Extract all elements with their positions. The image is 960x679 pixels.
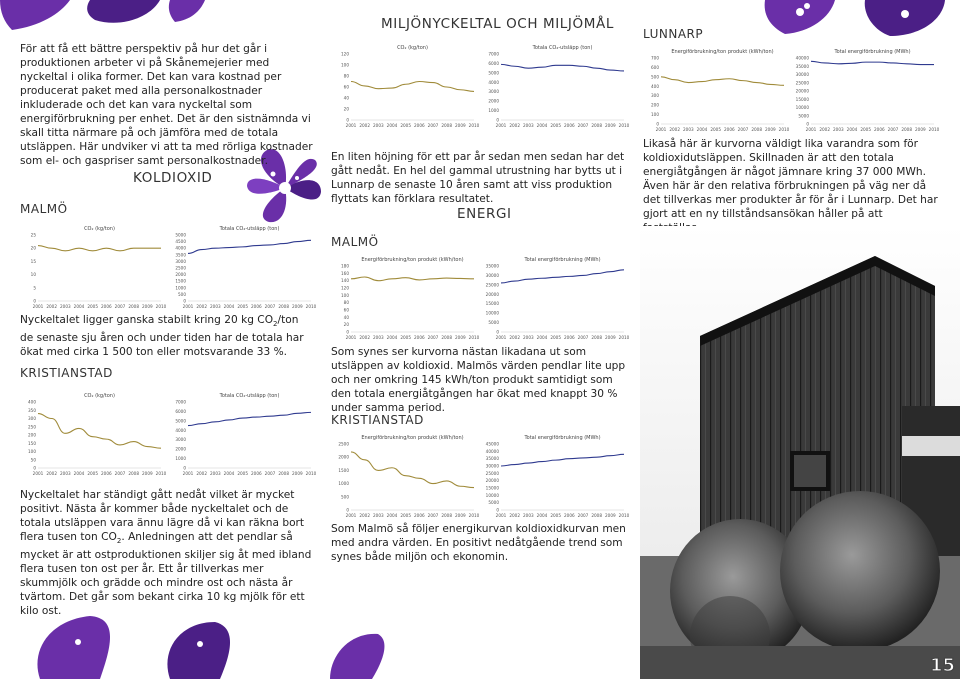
x-tick-label: 2002 bbox=[509, 123, 521, 128]
y-tick-label: 80 bbox=[343, 73, 349, 79]
x-tick-label: 2003 bbox=[522, 335, 534, 340]
y-tick-label: 25000 bbox=[795, 80, 809, 86]
x-tick-label: 2008 bbox=[441, 513, 453, 518]
x-tick-label: 2001 bbox=[655, 127, 667, 132]
y-tick-label: 1000 bbox=[175, 285, 186, 291]
y-tick-label: 0 bbox=[806, 121, 809, 127]
x-tick-label: 2009 bbox=[141, 471, 153, 476]
series-line bbox=[501, 64, 624, 71]
y-tick-label: 20000 bbox=[485, 478, 499, 484]
x-tick-label: 2003 bbox=[372, 123, 384, 128]
x-tick-label: 2002 bbox=[196, 471, 208, 476]
x-tick-label: 2003 bbox=[372, 513, 384, 518]
x-tick-label: 2006 bbox=[250, 304, 262, 309]
y-tick-label: 200 bbox=[28, 432, 36, 438]
x-tick-label: 2010 bbox=[155, 304, 167, 309]
x-tick-label: 2010 bbox=[468, 123, 480, 128]
y-tick-label: 0 bbox=[183, 465, 186, 471]
y-tick-label: 5000 bbox=[175, 418, 186, 424]
chart-kristianstad-energy-total bbox=[483, 434, 628, 522]
x-tick-label: 2008 bbox=[901, 127, 913, 132]
x-tick-label: 2005 bbox=[237, 471, 249, 476]
y-tick-label: 6000 bbox=[488, 60, 499, 66]
x-tick-label: 2008 bbox=[591, 123, 603, 128]
x-tick-label: 2002 bbox=[46, 471, 58, 476]
y-tick-label: 15000 bbox=[795, 96, 809, 102]
chart-title: Energiförbrukning/ton produkt (kWh/ton) bbox=[361, 257, 464, 263]
x-tick-label: 2001 bbox=[345, 335, 357, 340]
flower-decoration-bottom-left bbox=[0, 610, 390, 679]
chart-svg bbox=[483, 256, 628, 344]
x-tick-label: 2009 bbox=[291, 304, 303, 309]
x-tick-label: 2010 bbox=[468, 513, 480, 518]
kristianstad-co2-text-a: Nyckeltalet har ständigt gått nedåt vilket är mycket positivt. Nästa år kommer både nyckeltalet och de totala utsläppen vara ännu lägre då vi kan räkna bort flera tusen ton CO bbox=[20, 489, 305, 543]
x-tick-label: 2001 bbox=[495, 513, 507, 518]
y-tick-label: 40000 bbox=[795, 55, 809, 61]
y-tick-label: 180 bbox=[341, 263, 349, 269]
chart-svg bbox=[20, 225, 165, 313]
x-tick-label: 2009 bbox=[604, 335, 616, 340]
x-tick-label: 2008 bbox=[441, 335, 453, 340]
y-tick-label: 0 bbox=[33, 298, 36, 304]
y-tick-label: 1000 bbox=[338, 481, 349, 487]
x-tick-label: 2007 bbox=[427, 335, 439, 340]
x-tick-label: 2003 bbox=[59, 304, 71, 309]
x-tick-label: 2002 bbox=[359, 123, 371, 128]
y-tick-label: 5000 bbox=[488, 500, 499, 506]
y-tick-label: 160 bbox=[341, 270, 349, 276]
x-tick-label: 2010 bbox=[618, 123, 630, 128]
x-tick-label: 2002 bbox=[819, 127, 831, 132]
koldioxid-heading: KOLDIOXID bbox=[133, 170, 213, 186]
x-tick-label: 2008 bbox=[128, 471, 140, 476]
chart-title: CO₂ (kg/ton) bbox=[397, 45, 428, 51]
chart-svg bbox=[333, 434, 478, 522]
x-tick-label: 2004 bbox=[223, 304, 235, 309]
y-tick-label: 4500 bbox=[175, 239, 186, 245]
x-tick-label: 2005 bbox=[550, 123, 562, 128]
y-tick-label: 250 bbox=[28, 424, 36, 430]
y-tick-label: 5000 bbox=[488, 320, 499, 326]
x-tick-label: 2002 bbox=[359, 513, 371, 518]
y-tick-label: 2500 bbox=[175, 265, 186, 271]
x-tick-label: 2001 bbox=[32, 471, 44, 476]
y-tick-label: 35000 bbox=[795, 63, 809, 69]
x-tick-label: 2006 bbox=[723, 127, 735, 132]
x-tick-label: 2004 bbox=[386, 513, 398, 518]
y-tick-label: 0 bbox=[496, 507, 499, 513]
x-tick-label: 2005 bbox=[550, 513, 562, 518]
y-tick-label: 400 bbox=[651, 83, 659, 89]
x-tick-label: 2004 bbox=[536, 513, 548, 518]
y-tick-label: 80 bbox=[343, 300, 349, 306]
x-tick-label: 2007 bbox=[737, 127, 749, 132]
y-tick-label: 0 bbox=[496, 117, 499, 123]
x-tick-label: 2002 bbox=[359, 335, 371, 340]
y-tick-label: 2000 bbox=[175, 272, 186, 278]
x-tick-label: 2008 bbox=[128, 304, 140, 309]
y-tick-label: 1500 bbox=[338, 467, 349, 473]
series-line bbox=[661, 77, 784, 85]
x-tick-label: 2007 bbox=[577, 513, 589, 518]
co2-subscript: 2 bbox=[116, 537, 122, 546]
y-tick-label: 150 bbox=[28, 440, 36, 446]
x-tick-label: 2009 bbox=[141, 304, 153, 309]
x-tick-label: 2008 bbox=[441, 123, 453, 128]
y-tick-label: 2000 bbox=[338, 454, 349, 460]
x-tick-label: 2005 bbox=[400, 513, 412, 518]
x-tick-label: 2005 bbox=[237, 304, 249, 309]
y-tick-label: 60 bbox=[343, 307, 349, 313]
y-tick-label: 1000 bbox=[488, 108, 499, 114]
x-tick-label: 2010 bbox=[928, 127, 940, 132]
x-tick-label: 2005 bbox=[400, 335, 412, 340]
x-tick-label: 2007 bbox=[427, 123, 439, 128]
kristianstad-co2-paragraph bbox=[20, 488, 318, 618]
x-tick-label: 2008 bbox=[591, 513, 603, 518]
x-tick-label: 2009 bbox=[454, 123, 466, 128]
x-tick-label: 2006 bbox=[873, 127, 885, 132]
x-tick-label: 2001 bbox=[32, 304, 44, 309]
y-tick-label: 0 bbox=[33, 465, 36, 471]
x-tick-label: 2002 bbox=[509, 513, 521, 518]
chart-lunnarp-energy-key bbox=[643, 48, 788, 136]
y-tick-label: 5 bbox=[33, 285, 36, 291]
x-tick-label: 2006 bbox=[100, 304, 112, 309]
x-tick-label: 2006 bbox=[563, 335, 575, 340]
x-tick-label: 2004 bbox=[696, 127, 708, 132]
y-tick-label: 5000 bbox=[798, 113, 809, 119]
y-tick-label: 100 bbox=[341, 62, 349, 68]
x-tick-label: 2003 bbox=[209, 471, 221, 476]
intro-paragraph: För att få ett bättre perspektiv på hur det går i produktionen arbeter vi på Skånemejerier med nyckeltal i olika former. Det kan vara kostnad per producerat paket med alla personalkostnader inkluderade och det kan vara nyckeltal som energiförbrukning per enhet. Det är den sistnämnda vi skall titta närmare på och jämföra med de totala utsläppen. Här undviker vi att ta med rörliga kostnader som el- och gaspriser samt personalkostnader. bbox=[20, 43, 313, 167]
x-tick-label: 2004 bbox=[536, 335, 548, 340]
x-tick-label: 2009 bbox=[604, 513, 616, 518]
x-tick-label: 2003 bbox=[59, 471, 71, 476]
x-tick-label: 2009 bbox=[454, 335, 466, 340]
x-tick-label: 2008 bbox=[591, 335, 603, 340]
x-tick-label: 2001 bbox=[182, 471, 194, 476]
y-tick-label: 2000 bbox=[175, 446, 186, 452]
y-tick-label: 20000 bbox=[485, 291, 499, 297]
chart-title: Energiförbrukning/ton produkt (kWh/ton) bbox=[361, 435, 464, 441]
malmo-energy-paragraph: Som synes ser kurvorna nästan likadana ut som utsläppen av koldioxid. Malmös värden pendlar lite upp och ner omkring 145 kWh/ton produkt samtidigt som den totala energiåtgången har ökat med knappt 30 % under samma period. bbox=[331, 346, 626, 414]
kristianstad-energy-heading: KRISTIANSTAD bbox=[331, 413, 424, 427]
x-tick-label: 2005 bbox=[400, 123, 412, 128]
page-number: 15 bbox=[930, 655, 956, 676]
x-tick-label: 2008 bbox=[751, 127, 763, 132]
x-tick-label: 2007 bbox=[427, 513, 439, 518]
x-tick-label: 2007 bbox=[577, 335, 589, 340]
chart-svg bbox=[170, 225, 315, 313]
x-tick-label: 2004 bbox=[73, 304, 85, 309]
x-tick-label: 2003 bbox=[372, 335, 384, 340]
x-tick-label: 2008 bbox=[278, 471, 290, 476]
x-tick-label: 2005 bbox=[860, 127, 872, 132]
y-tick-label: 100 bbox=[651, 112, 659, 118]
x-tick-label: 2010 bbox=[155, 471, 167, 476]
y-tick-label: 10 bbox=[30, 272, 36, 278]
chart-title: CO₂ (kg/ton) bbox=[84, 393, 115, 399]
co2-subscript: 2 bbox=[273, 320, 278, 329]
x-tick-label: 2002 bbox=[196, 304, 208, 309]
y-tick-label: 25 bbox=[30, 232, 36, 238]
y-tick-label: 30000 bbox=[485, 272, 499, 278]
y-tick-label: 700 bbox=[651, 55, 659, 61]
y-tick-label: 25000 bbox=[485, 282, 499, 288]
chart-kristianstad-energy-key bbox=[333, 434, 478, 522]
y-tick-label: 0 bbox=[346, 329, 349, 335]
x-tick-label: 2001 bbox=[345, 123, 357, 128]
chart-malmo-energy-key bbox=[333, 256, 478, 344]
x-tick-label: 2001 bbox=[182, 304, 194, 309]
x-tick-label: 2004 bbox=[223, 471, 235, 476]
chart-malmo-energy-total bbox=[483, 256, 628, 344]
energi-heading: ENERGI bbox=[457, 206, 512, 222]
x-tick-label: 2005 bbox=[87, 471, 99, 476]
chart-lunnarp-energy-total bbox=[793, 48, 938, 136]
chart-svg bbox=[483, 44, 628, 132]
chart-svg bbox=[643, 48, 788, 136]
x-tick-label: 2009 bbox=[291, 471, 303, 476]
x-tick-label: 2007 bbox=[577, 123, 589, 128]
chart-svg bbox=[170, 392, 315, 480]
x-tick-label: 2005 bbox=[87, 304, 99, 309]
x-tick-label: 2009 bbox=[914, 127, 926, 132]
x-tick-label: 2002 bbox=[669, 127, 681, 132]
flower-decoration-top-left bbox=[0, 0, 210, 32]
lunnarp-co2-paragraph: En liten höjning för ett par år sedan men sedan har det gått nedåt. En hel del gammal utrustning har bytts ut i Lunnarp de senaste 10 åren samt att viss produktion flyttats kan förklara resultatet. bbox=[331, 151, 625, 205]
malmo-heading: MALMÖ bbox=[20, 202, 68, 216]
chart-malmo-co2-key bbox=[20, 225, 165, 313]
x-tick-label: 2010 bbox=[468, 335, 480, 340]
x-tick-label: 2004 bbox=[73, 471, 85, 476]
y-tick-label: 3000 bbox=[175, 437, 186, 443]
y-tick-label: 120 bbox=[341, 285, 349, 291]
y-tick-label: 3000 bbox=[488, 89, 499, 95]
x-tick-label: 2005 bbox=[710, 127, 722, 132]
kristianstad-heading: KRISTIANSTAD bbox=[20, 366, 113, 380]
chart-title: Totala CO₂-utsläpp (ton) bbox=[219, 226, 280, 232]
x-tick-label: 2007 bbox=[264, 471, 276, 476]
y-tick-label: 4000 bbox=[488, 79, 499, 85]
y-tick-label: 0 bbox=[346, 507, 349, 513]
y-tick-label: 7000 bbox=[488, 51, 499, 57]
chart-svg bbox=[333, 44, 478, 132]
x-tick-label: 2004 bbox=[536, 123, 548, 128]
x-tick-label: 2006 bbox=[413, 335, 425, 340]
x-tick-label: 2003 bbox=[522, 513, 534, 518]
y-tick-label: 140 bbox=[341, 278, 349, 284]
chart-svg bbox=[333, 256, 478, 344]
y-tick-label: 500 bbox=[178, 291, 186, 297]
malmo-co2-text-a: Nyckeltalet ligger ganska stabilt kring 20 kg CO bbox=[20, 314, 274, 326]
y-tick-label: 100 bbox=[341, 292, 349, 298]
x-tick-label: 2010 bbox=[618, 335, 630, 340]
x-tick-label: 2006 bbox=[250, 471, 262, 476]
kristianstad-energy-paragraph: Som Malmö så följer energikurvan koldioxidkurvan men med andra värden. En positivt nedåtgående trend som synes både miljön och ekonomin. bbox=[331, 523, 626, 563]
chart-kristianstad-co2-key bbox=[20, 392, 165, 480]
y-tick-label: 100 bbox=[28, 449, 36, 454]
chart-malmo-co2-total bbox=[170, 225, 315, 313]
chart-title: Totala CO₂-utsläpp (ton) bbox=[219, 393, 280, 399]
y-tick-label: 20 bbox=[343, 322, 349, 328]
x-tick-label: 2003 bbox=[209, 304, 221, 309]
chart-title: Total energiförbrukning (MWh) bbox=[524, 435, 601, 441]
y-tick-label: 15000 bbox=[485, 485, 499, 491]
y-tick-label: 0 bbox=[346, 117, 349, 123]
series-line bbox=[351, 277, 474, 281]
chart-kristianstad-co2-total bbox=[170, 392, 315, 480]
y-tick-label: 30000 bbox=[795, 72, 809, 77]
y-tick-label: 600 bbox=[651, 64, 659, 70]
x-tick-label: 2010 bbox=[305, 471, 317, 476]
chart-title: Total energiförbrukning (MWh) bbox=[834, 49, 911, 55]
y-tick-label: 3000 bbox=[175, 258, 186, 264]
x-tick-label: 2001 bbox=[805, 127, 817, 132]
x-tick-label: 2004 bbox=[386, 123, 398, 128]
y-tick-label: 3500 bbox=[175, 252, 186, 258]
x-tick-label: 2002 bbox=[46, 304, 58, 309]
chart-svg bbox=[793, 48, 938, 136]
y-tick-label: 0 bbox=[496, 329, 499, 335]
x-tick-label: 2006 bbox=[413, 123, 425, 128]
x-tick-label: 2007 bbox=[264, 304, 276, 309]
chart-title: Total energiförbrukning (MWh) bbox=[524, 257, 601, 263]
x-tick-label: 2009 bbox=[604, 123, 616, 128]
x-tick-label: 2007 bbox=[114, 471, 126, 476]
x-tick-label: 2001 bbox=[495, 335, 507, 340]
page-title: MILJÖNYCKELTAL OCH MILJÖMÅL bbox=[381, 16, 614, 32]
y-tick-label: 4000 bbox=[175, 245, 186, 251]
malmo-energy-heading: MALMÖ bbox=[331, 235, 379, 249]
barn-hay-bales-photo bbox=[640, 226, 960, 679]
y-tick-label: 15 bbox=[30, 258, 36, 264]
y-tick-label: 5000 bbox=[488, 70, 499, 76]
chart-svg bbox=[20, 392, 165, 480]
x-tick-label: 2001 bbox=[495, 123, 507, 128]
y-tick-label: 25000 bbox=[485, 470, 499, 476]
y-tick-label: 40 bbox=[343, 95, 349, 101]
malmo-co2-paragraph bbox=[20, 313, 315, 359]
y-tick-label: 2000 bbox=[488, 98, 499, 104]
x-tick-label: 2010 bbox=[778, 127, 790, 132]
y-tick-label: 10000 bbox=[795, 105, 809, 110]
lunnarp-heading: LUNNARP bbox=[643, 27, 704, 41]
series-line bbox=[351, 452, 474, 488]
series-line bbox=[811, 61, 934, 64]
y-tick-label: 400 bbox=[28, 399, 36, 405]
x-tick-label: 2003 bbox=[522, 123, 534, 128]
y-tick-label: 200 bbox=[651, 102, 659, 108]
y-tick-label: 0 bbox=[183, 298, 186, 304]
y-tick-label: 5000 bbox=[175, 232, 186, 238]
series-line bbox=[188, 240, 311, 253]
y-tick-label: 500 bbox=[651, 74, 659, 80]
x-tick-label: 2001 bbox=[345, 513, 357, 518]
x-tick-label: 2009 bbox=[764, 127, 776, 132]
y-tick-label: 6000 bbox=[175, 408, 186, 414]
x-tick-label: 2006 bbox=[413, 513, 425, 518]
x-tick-label: 2003 bbox=[682, 127, 694, 132]
y-tick-label: 35000 bbox=[485, 456, 499, 462]
x-tick-label: 2010 bbox=[618, 513, 630, 518]
x-tick-label: 2008 bbox=[278, 304, 290, 309]
x-tick-label: 2004 bbox=[846, 127, 858, 132]
series-line bbox=[38, 414, 161, 449]
series-line bbox=[351, 82, 474, 92]
y-tick-label: 50 bbox=[30, 457, 36, 463]
chart-title: Totala CO₂-utsläpp (ton) bbox=[532, 45, 593, 51]
series-line bbox=[501, 270, 624, 283]
lunnarp-energy-paragraph: Likaså här är kurvorna väldigt lika varandra som för koldioxidutsläppen. Skillnaden är att den totala energiåtgången är något jämnare kring 37 000 MWh. Även här är den relativa förbrukningen på väg ner då det tillverkas mer produkter år för år i Lunnarp. Det har gjort att en ny tillståndsansökan håller på att bbox=[643, 138, 938, 220]
y-tick-label: 40000 bbox=[485, 448, 499, 454]
y-tick-label: 1000 bbox=[175, 456, 186, 462]
y-tick-label: 300 bbox=[28, 416, 36, 421]
chart-title: CO₂ (kg/ton) bbox=[84, 226, 115, 232]
y-tick-label: 0 bbox=[656, 121, 659, 127]
y-tick-label: 350 bbox=[28, 407, 36, 413]
series-line bbox=[501, 454, 624, 466]
y-tick-label: 10000 bbox=[485, 492, 499, 498]
y-tick-label: 20 bbox=[30, 245, 36, 251]
x-tick-label: 2003 bbox=[832, 127, 844, 132]
x-tick-label: 2007 bbox=[887, 127, 899, 132]
x-tick-label: 2005 bbox=[550, 335, 562, 340]
y-tick-label: 20000 bbox=[795, 88, 809, 94]
x-tick-label: 2006 bbox=[563, 513, 575, 518]
chart-lunnarp-co2-key bbox=[333, 44, 478, 132]
malmo-co2-text-b: /ton de senaste sju åren och under tiden har de totala har ökat med cirka 1 500 ton eller motsvarande 33 %. bbox=[20, 314, 304, 359]
y-tick-label: 45000 bbox=[485, 441, 499, 447]
x-tick-label: 2002 bbox=[509, 335, 521, 340]
y-tick-label: 1500 bbox=[175, 278, 186, 284]
series-line bbox=[38, 246, 161, 251]
x-tick-label: 2006 bbox=[100, 471, 112, 476]
x-tick-label: 2004 bbox=[386, 335, 398, 340]
y-tick-label: 20 bbox=[343, 106, 349, 112]
y-tick-label: 60 bbox=[343, 84, 349, 90]
flower-decoration-top-right bbox=[755, 0, 960, 40]
chart-svg bbox=[483, 434, 628, 522]
series-line bbox=[188, 412, 311, 425]
y-tick-label: 40 bbox=[343, 314, 349, 320]
y-tick-label: 120 bbox=[341, 51, 349, 57]
chart-title: Energiförbrukning/ton produkt (kWh/ton) bbox=[671, 49, 774, 55]
y-tick-label: 15000 bbox=[485, 301, 499, 307]
y-tick-label: 4000 bbox=[175, 427, 186, 433]
y-tick-label: 30000 bbox=[485, 463, 499, 469]
y-tick-label: 300 bbox=[651, 93, 659, 99]
x-tick-label: 2007 bbox=[114, 304, 126, 309]
y-tick-label: 2500 bbox=[338, 441, 349, 447]
chart-lunnarp-co2-total bbox=[483, 44, 628, 132]
kristianstad-co2-text-b: . Anledningen att det pendlar så mycket är att ostproduktionen skiljer sig åt med ibland flera tusen ton ost per år. Ett år tillverkas mer skummjölk och grädde och mindre ost och nästa år tvärtom. Det går som bekant cirka 10 kg mjölk för ett kilo ost. bbox=[20, 531, 312, 618]
x-tick-label: 2010 bbox=[305, 304, 317, 309]
y-tick-label: 7000 bbox=[175, 399, 186, 405]
y-tick-label: 10000 bbox=[485, 310, 499, 316]
y-tick-label: 500 bbox=[341, 494, 349, 500]
y-tick-label: 35000 bbox=[485, 263, 499, 269]
x-tick-label: 2009 bbox=[454, 513, 466, 518]
x-tick-label: 2006 bbox=[563, 123, 575, 128]
